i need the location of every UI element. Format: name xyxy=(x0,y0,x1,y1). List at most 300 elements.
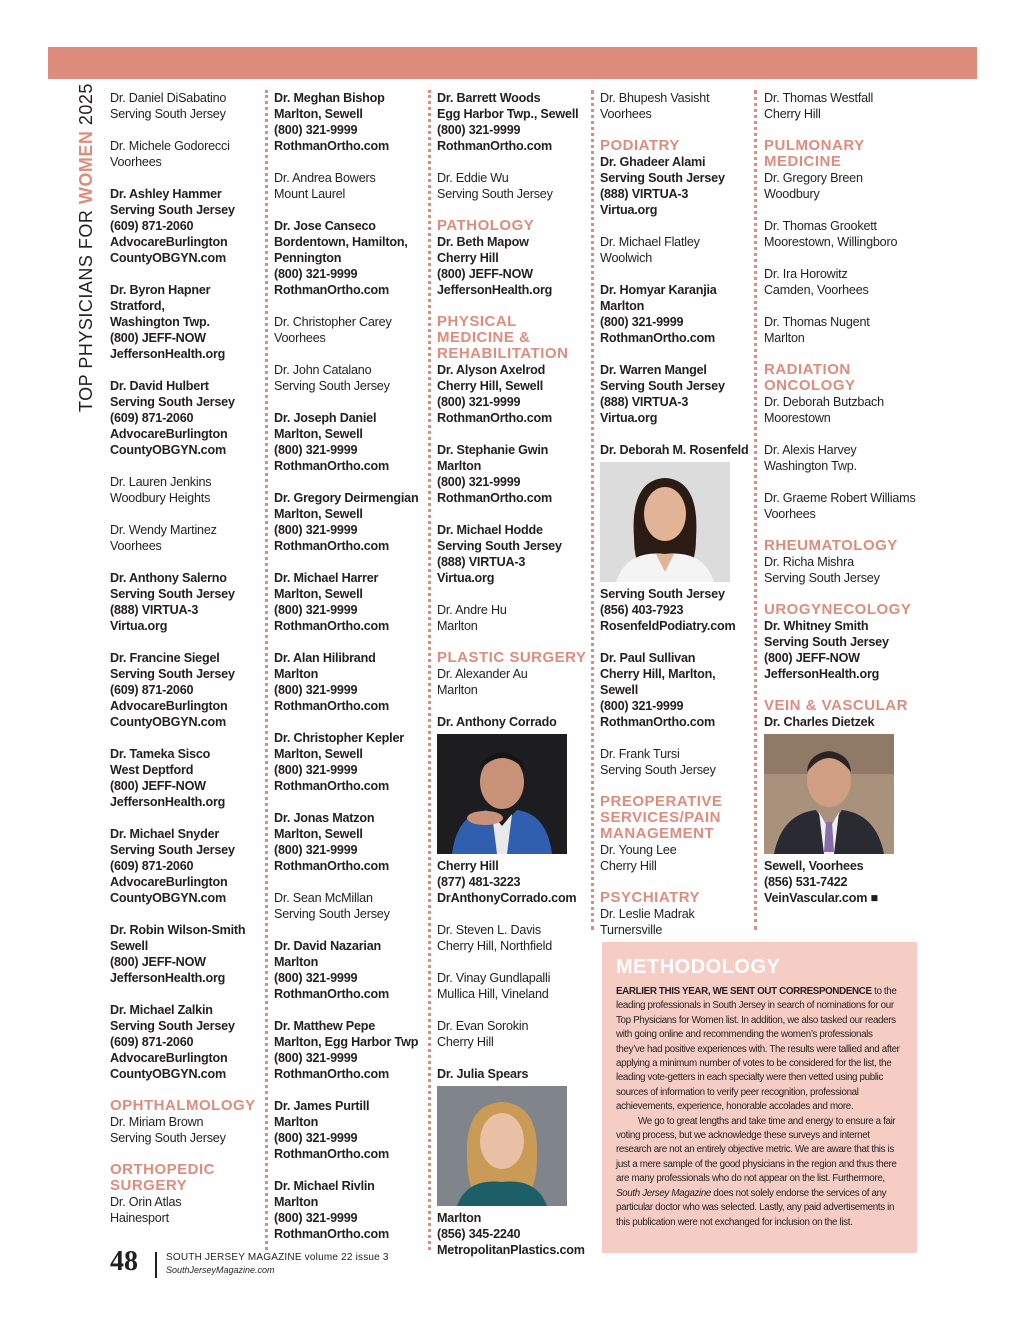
physician-entry xyxy=(764,618,924,682)
column-3 xyxy=(437,90,592,1274)
physician-detail: Marlton xyxy=(600,299,645,313)
physician-detail: (800) JEFF-NOW xyxy=(437,267,533,281)
physician-entry xyxy=(600,362,752,426)
column-1 xyxy=(110,90,262,1242)
physician-detail: Woodbury xyxy=(764,187,820,201)
section-heading: ORTHOPEDIC xyxy=(110,1161,216,1178)
physician-detail: Voorhees xyxy=(274,331,326,345)
physician-entry xyxy=(437,522,592,586)
physician-detail: Serving South Jersey xyxy=(110,203,235,217)
physician-name: Dr. Thomas Nugent xyxy=(764,315,870,329)
physician-entry xyxy=(437,234,592,298)
column-divider xyxy=(754,90,757,930)
physician-detail: Pennington xyxy=(274,251,342,265)
physician-name: Dr. Tameka Sisco xyxy=(110,747,211,761)
physician-detail: Serving South Jersey xyxy=(600,587,725,601)
methodology-text-2b: does not solely endorse the services of any particular doctor who was selected. Lastly, any paid advertisements in this publication were not exchanged for inclusion on the list. xyxy=(616,1187,895,1228)
physician-detail: Serving South Jersey xyxy=(764,571,880,585)
physician-detail: (609) 871-2060 xyxy=(110,219,194,233)
physician-name: Dr. Michael Flatley xyxy=(600,235,700,249)
physician-entry xyxy=(437,666,592,698)
physician-name: Dr. Alan Hilibrand xyxy=(274,651,376,665)
physician-detail: Marlton, Sewell xyxy=(274,107,363,121)
physician-detail: (800) 321-9999 xyxy=(274,123,358,137)
physician-detail: (856) 403-7923 xyxy=(600,603,684,617)
physician-name: Dr. Charles Dietzek xyxy=(764,715,875,729)
physician-detail: Camden, Voorhees xyxy=(764,283,869,297)
physician-name: Dr. Ghadeer Alami xyxy=(600,155,706,169)
physician-detail: Voorhees xyxy=(110,539,162,553)
physician-photo xyxy=(437,734,567,854)
physician-detail: Cherry Hill xyxy=(764,107,821,121)
physician-name: Dr. Gregory Deirmengian xyxy=(274,491,419,505)
physician-name: Dr. Evan Sorokin xyxy=(437,1019,529,1033)
physician-photo xyxy=(600,462,730,582)
physician-name: Dr. Wendy Martinez xyxy=(110,523,217,537)
physician-name: Dr. Francine Siegel xyxy=(110,651,220,665)
physician-detail: MetropolitanPlastics.com xyxy=(437,1243,585,1257)
physician-entry xyxy=(274,314,429,346)
physician-detail: Marlton, Sewell xyxy=(274,827,363,841)
physician-name: Dr. Michael Rivlin xyxy=(274,1179,375,1193)
physician-entry xyxy=(110,474,262,506)
physician-detail: Sewell xyxy=(600,683,639,697)
methodology-text-2a: We go to great lengths and take time and energy to ensure a fair voting process, but we acknowledge these surveys and internet research are not an entirely objective metric. We are aware that this is just a mere sample of the good physicians in the region and thus there are many professionals who do not appear on the list. Furthermore, xyxy=(616,1115,897,1185)
physician-detail: (609) 871-2060 xyxy=(110,411,194,425)
physician-detail: (800) 321-9999 xyxy=(274,267,358,281)
section-heading: VEIN & VASCULAR xyxy=(764,697,908,714)
physician-detail: Hainesport xyxy=(110,1211,169,1225)
physician-detail: Woodbury Heights xyxy=(110,491,211,505)
physician-detail: Cherry Hill xyxy=(437,251,499,265)
featured-physician xyxy=(437,1066,592,1258)
physician-entry xyxy=(764,170,924,202)
physician-name: Dr. Alexander Au xyxy=(437,667,528,681)
physician-detail: RothmanOrtho.com xyxy=(274,1067,390,1081)
physician-entry xyxy=(274,362,429,394)
physician-name: Dr. Gregory Breen xyxy=(764,171,863,185)
magazine-info: SOUTH JERSEY MAGAZINE volume 22 issue 3 xyxy=(166,1252,389,1263)
physician-detail: Serving South Jersey xyxy=(110,395,235,409)
physician-entry xyxy=(600,746,752,778)
physician-detail: RothmanOrtho.com xyxy=(600,331,716,345)
physician-name: Dr. Christopher Kepler xyxy=(274,731,404,745)
side-title-highlight: WOMEN xyxy=(76,130,96,205)
physician-detail: JeffersonHealth.org xyxy=(764,667,880,681)
header-bar xyxy=(48,47,977,79)
physician-detail: (800) 321-9999 xyxy=(437,475,521,489)
physician-name: Dr. Homyar Karanjia xyxy=(600,283,717,297)
physician-name: Dr. Paul Sullivan xyxy=(600,651,696,665)
physician-name: Dr. Andrea Bowers xyxy=(274,171,376,185)
physician-entry xyxy=(600,154,752,218)
physician-detail: (800) 321-9999 xyxy=(437,395,521,409)
methodology-paragraph-2 xyxy=(616,1115,903,1230)
physician-detail: Cherry Hill xyxy=(437,859,499,873)
physician-name: Dr. Robin Wilson-Smith xyxy=(110,923,246,937)
physician-detail: DrAnthonyCorrado.com xyxy=(437,891,577,905)
physician-name: Dr. Daniel DiSabatino xyxy=(110,91,227,105)
physician-entry xyxy=(437,922,592,954)
physician-name: Dr. Sean McMillan xyxy=(274,891,373,905)
physician-name: Dr. Barrett Woods xyxy=(437,91,541,105)
physician-detail: Serving South Jersey xyxy=(274,379,390,393)
physician-name: Dr. James Purtill xyxy=(274,1099,370,1113)
methodology-box xyxy=(602,942,917,1253)
physician-detail: Serving South Jersey xyxy=(110,107,226,121)
section-heading: PSYCHIATRY xyxy=(600,889,701,906)
section-heading: SURGERY xyxy=(110,1177,188,1194)
side-title-prefix: TOP PHYSICIANS FOR xyxy=(76,204,96,412)
featured-physician xyxy=(600,442,752,634)
physician-detail: Serving South Jersey xyxy=(110,667,235,681)
physician-entry xyxy=(110,826,262,906)
physician-name: Dr. Meghan Bishop xyxy=(274,91,385,105)
physician-name: Dr. Leslie Madrak xyxy=(600,907,695,921)
physician-entry xyxy=(437,90,592,154)
physician-detail: (800) 321-9999 xyxy=(274,1211,358,1225)
physician-entry xyxy=(437,442,592,506)
physician-entry xyxy=(437,970,592,1002)
physician-entry xyxy=(764,314,924,346)
section-heading: PREOPERATIVE xyxy=(600,793,723,810)
physician-detail: CountyOBGYN.com xyxy=(110,1067,226,1081)
physician-detail: Serving South Jersey xyxy=(764,635,889,649)
physician-name: Dr. Eddie Wu xyxy=(437,171,509,185)
physician-detail: Marlton, Sewell xyxy=(274,747,363,761)
physician-detail: Marlton xyxy=(274,955,319,969)
physician-entry xyxy=(274,90,429,154)
physician-detail: (856) 531-7422 xyxy=(764,875,848,889)
physician-name: Dr. Michele Godorecci xyxy=(110,139,230,153)
page-number: 48 xyxy=(110,1246,138,1277)
physician-detail: Marlton xyxy=(274,1195,319,1209)
physician-detail: RothmanOrtho.com xyxy=(274,619,390,633)
physician-name: Dr. Deborah M. Rosenfeld xyxy=(600,443,749,457)
physician-name: Dr. Alexis Harvey xyxy=(764,443,857,457)
column-2 xyxy=(274,90,429,1258)
physician-detail: AdvocareBurlington xyxy=(110,235,228,249)
physician-name: Dr. Jose Canseco xyxy=(274,219,376,233)
physician-entry xyxy=(274,650,429,714)
physician-detail: (800) JEFF-NOW xyxy=(110,331,206,345)
methodology-text-1: to the leading professionals in South Jersey in search of nominations for our Top Physicians for Women list. In addition, we also tasked our readers with going online and recommending the women’s professionals they’ve had positive experiences with. The results were tallied and after applying a minimum number of votes to be considered for the list, the leading vote-getters in each specialty were then vetted using public sources of information to verify peer recognition, professional achievements, experience, honorable accolades and more. xyxy=(616,986,900,1113)
physician-detail: Voorhees xyxy=(600,107,652,121)
physician-detail: Marlton xyxy=(437,459,482,473)
physician-detail: RothmanOrtho.com xyxy=(437,139,553,153)
physician-entry xyxy=(764,490,924,522)
physician-detail: (800) 321-9999 xyxy=(274,843,358,857)
physician-name: Dr. Young Lee xyxy=(600,843,677,857)
physician-entry xyxy=(110,282,262,362)
physician-detail: RothmanOrtho.com xyxy=(274,139,390,153)
methodology-lead: EARLIER THIS YEAR, WE SENT OUT CORRESPONDENCE xyxy=(616,986,872,997)
physician-name: Dr. David Nazarian xyxy=(274,939,381,953)
section-heading: PODIATRY xyxy=(600,137,680,154)
physician-detail: Virtua.org xyxy=(600,203,658,217)
physician-detail: Marlton, Sewell xyxy=(274,427,363,441)
physician-detail: RothmanOrtho.com xyxy=(274,459,390,473)
physician-detail: (800) JEFF-NOW xyxy=(110,955,206,969)
physician-name: Dr. Matthew Pepe xyxy=(274,1019,376,1033)
physician-detail: (888) VIRTUA-3 xyxy=(600,187,689,201)
physician-detail: RothmanOrtho.com xyxy=(274,283,390,297)
physician-detail: RothmanOrtho.com xyxy=(437,411,553,425)
physician-name: Dr. Bhupesh Vasisht xyxy=(600,91,710,105)
physician-detail: JeffersonHealth.org xyxy=(110,347,226,361)
physician-name: Dr. Byron Hapner xyxy=(110,283,211,297)
physician-detail: Marlton xyxy=(274,667,319,681)
physician-detail: Cherry Hill xyxy=(600,859,657,873)
physician-detail: Virtua.org xyxy=(600,411,658,425)
section-heading: UROGYNECOLOGY xyxy=(764,601,912,618)
physician-detail: Moorestown xyxy=(764,411,831,425)
physician-entry xyxy=(600,282,752,346)
physician-entry xyxy=(110,186,262,266)
physician-entry xyxy=(600,234,752,266)
physician-name: Dr. Vinay Gundlapalli xyxy=(437,971,551,985)
physician-detail: Cherry Hill, Northfield xyxy=(437,939,553,953)
physician-detail: Sewell, Voorhees xyxy=(764,859,864,873)
physician-name: Dr. Ira Horowitz xyxy=(764,267,848,281)
physician-name: Dr. Michael Snyder xyxy=(110,827,220,841)
featured-physician xyxy=(764,714,924,906)
physician-detail: CountyOBGYN.com xyxy=(110,715,226,729)
physician-name: Dr. Steven L. Davis xyxy=(437,923,541,937)
column-5 xyxy=(764,90,924,922)
physician-entry xyxy=(437,170,592,202)
physician-photo xyxy=(764,734,894,854)
physician-detail: (888) VIRTUA-3 xyxy=(600,395,689,409)
physician-entry xyxy=(274,410,429,474)
physician-detail: Serving South Jersey xyxy=(110,1019,235,1033)
physician-name: Dr. Whitney Smith xyxy=(764,619,869,633)
physician-entry xyxy=(274,1018,429,1082)
physician-entry xyxy=(110,1002,262,1082)
physician-detail: Serving South Jersey xyxy=(110,587,235,601)
physician-name: Dr. Ashley Hammer xyxy=(110,187,222,201)
physician-entry xyxy=(110,138,262,170)
physician-detail: AdvocareBurlington xyxy=(110,427,228,441)
physician-entry xyxy=(110,650,262,730)
physician-entry xyxy=(437,362,592,426)
physician-detail: (800) 321-9999 xyxy=(274,443,358,457)
physician-detail: Marlton xyxy=(764,331,805,345)
physician-detail: Serving South Jersey xyxy=(600,763,716,777)
section-heading: SERVICES/PAIN xyxy=(600,809,721,826)
physician-detail: RothmanOrtho.com xyxy=(274,1227,390,1241)
physician-detail: Turnersville xyxy=(600,923,663,937)
physician-entry xyxy=(110,90,262,122)
physician-detail: Cherry Hill, Marlton, xyxy=(600,667,716,681)
physician-detail: RothmanOrtho.com xyxy=(274,1147,390,1161)
physician-detail: RosenfeldPodiatry.com xyxy=(600,619,736,633)
physician-detail: (800) 321-9999 xyxy=(600,699,684,713)
section-heading: RADIATION xyxy=(764,361,851,378)
physician-detail: Voorhees xyxy=(764,507,816,521)
physician-photo xyxy=(437,1086,567,1206)
physician-entry xyxy=(274,890,429,922)
physician-entry xyxy=(600,906,752,938)
physician-entry xyxy=(274,1178,429,1242)
physician-detail: (800) 321-9999 xyxy=(274,603,358,617)
physician-entry xyxy=(274,218,429,298)
physician-name: Dr. Joseph Daniel xyxy=(274,411,377,425)
physician-detail: Sewell xyxy=(110,939,149,953)
physician-detail: RothmanOrtho.com xyxy=(274,779,390,793)
physician-detail: (800) 321-9999 xyxy=(274,971,358,985)
physician-detail: (800) JEFF-NOW xyxy=(764,651,860,665)
physician-entry xyxy=(274,170,429,202)
physician-name: Dr. Lauren Jenkins xyxy=(110,475,212,489)
physician-detail: Serving South Jersey xyxy=(437,187,553,201)
physician-entry xyxy=(764,90,924,122)
physician-name: Dr. Stephanie Gwin xyxy=(437,443,549,457)
physician-name: Dr. Thomas Westfall xyxy=(764,91,874,105)
section-heading: PLASTIC SURGERY xyxy=(437,649,587,666)
physician-detail: Marlton xyxy=(437,619,478,633)
physician-detail: Bordentown, Hamilton, xyxy=(274,235,408,249)
physician-detail: JeffersonHealth.org xyxy=(110,795,226,809)
physician-detail: AdvocareBurlington xyxy=(110,875,228,889)
physician-name: Dr. Frank Tursi xyxy=(600,747,680,761)
physician-name: Dr. Michael Harrer xyxy=(274,571,379,585)
physician-name: Dr. David Hulbert xyxy=(110,379,209,393)
physician-name: Dr. Andre Hu xyxy=(437,603,507,617)
physician-name: Dr. Alyson Axelrod xyxy=(437,363,546,377)
physician-detail: VeinVascular.com ■ xyxy=(764,891,878,905)
physician-detail: (609) 871-2060 xyxy=(110,683,194,697)
physician-detail: West Deptford xyxy=(110,763,194,777)
physician-detail: (800) JEFF-NOW xyxy=(110,779,206,793)
physician-entry xyxy=(110,570,262,634)
physician-detail: Marlton xyxy=(274,1115,319,1129)
physician-detail: (877) 481-3223 xyxy=(437,875,521,889)
physician-detail: Serving South Jersey xyxy=(274,907,390,921)
physician-detail: Marlton, Egg Harbor Twp xyxy=(274,1035,419,1049)
physician-entry xyxy=(764,394,924,426)
physician-detail: RothmanOrtho.com xyxy=(274,539,390,553)
methodology-title: METHODOLOGY xyxy=(616,956,781,978)
physician-detail: Marlton, Sewell xyxy=(274,507,363,521)
physician-detail: Moorestown, Willingboro xyxy=(764,235,898,249)
physician-name: Dr. John Catalano xyxy=(274,363,372,377)
physician-detail: (800) 321-9999 xyxy=(274,683,358,697)
physician-entry xyxy=(274,570,429,634)
physician-entry xyxy=(437,1018,592,1050)
physician-name: Dr. Orin Atlas xyxy=(110,1195,182,1209)
physician-entry xyxy=(600,650,752,730)
physician-detail: RothmanOrtho.com xyxy=(600,715,716,729)
physician-detail: RothmanOrtho.com xyxy=(274,987,390,1001)
section-heading: MANAGEMENT xyxy=(600,825,715,842)
physician-detail: Stratford, xyxy=(110,299,165,313)
physician-detail: RothmanOrtho.com xyxy=(437,491,553,505)
physician-detail: CountyOBGYN.com xyxy=(110,251,226,265)
physician-detail: Voorhees xyxy=(110,155,162,169)
physician-detail: JeffersonHealth.org xyxy=(437,283,553,297)
physician-detail: RothmanOrtho.com xyxy=(274,699,390,713)
methodology-paragraph-1 xyxy=(616,985,903,1115)
physician-detail: Serving South Jersey xyxy=(110,1131,226,1145)
physician-detail: Mount Laurel xyxy=(274,187,346,201)
physician-entry xyxy=(274,938,429,1002)
physician-detail: Cherry Hill xyxy=(437,1035,494,1049)
physician-detail: Serving South Jersey xyxy=(600,379,725,393)
physician-entry xyxy=(600,90,752,122)
physician-entry xyxy=(110,1194,262,1226)
column-divider xyxy=(265,90,268,1250)
section-heading: MEDICINE xyxy=(764,153,842,170)
physician-detail: CountyOBGYN.com xyxy=(110,891,226,905)
section-heading: PULMONARY xyxy=(764,137,865,154)
physician-detail: Woolwich xyxy=(600,251,653,265)
physician-detail: (888) VIRTUA-3 xyxy=(437,555,526,569)
physician-entry xyxy=(274,490,429,554)
physician-detail: Serving South Jersey xyxy=(600,171,725,185)
physician-detail: Egg Harbor Twp., Sewell xyxy=(437,107,579,121)
physician-detail: (800) 321-9999 xyxy=(274,763,358,777)
section-heading: RHEUMATOLOGY xyxy=(764,537,898,554)
physician-name: Dr. Warren Mangel xyxy=(600,363,707,377)
physician-name: Dr. Deborah Butzbach xyxy=(764,395,884,409)
physician-entry xyxy=(600,842,752,874)
physician-detail: AdvocareBurlington xyxy=(110,699,228,713)
physician-detail: Marlton xyxy=(437,683,478,697)
physician-detail: Washington Twp. xyxy=(110,315,210,329)
physician-name: Dr. Anthony Salerno xyxy=(110,571,227,585)
physician-detail: (800) 321-9999 xyxy=(274,523,358,537)
physician-name: Dr. Anthony Corrado xyxy=(437,715,557,729)
physician-detail: Marlton xyxy=(437,1211,482,1225)
physician-name: Dr. Miriam Brown xyxy=(110,1115,204,1129)
physician-detail: CountyOBGYN.com xyxy=(110,443,226,457)
physician-name: Dr. Jonas Matzon xyxy=(274,811,375,825)
physician-name: Dr. Julia Spears xyxy=(437,1067,529,1081)
section-heading: REHABILITATION xyxy=(437,345,569,362)
physician-detail: AdvocareBurlington xyxy=(110,1051,228,1065)
section-heading: PATHOLOGY xyxy=(437,217,535,234)
physician-detail: (888) VIRTUA-3 xyxy=(110,603,199,617)
physician-name: Dr. Richa Mishra xyxy=(764,555,854,569)
physician-entry xyxy=(110,746,262,810)
physician-entry xyxy=(110,378,262,458)
physician-entry xyxy=(764,266,924,298)
physician-name: Dr. Beth Mapow xyxy=(437,235,529,249)
physician-entry xyxy=(764,442,924,474)
physician-name: Dr. Graeme Robert Williams xyxy=(764,491,916,505)
physician-entry xyxy=(274,1098,429,1162)
section-heading: OPHTHALMOLOGY xyxy=(110,1097,256,1114)
physician-detail: (800) 321-9999 xyxy=(437,123,521,137)
physician-detail: (800) 321-9999 xyxy=(274,1051,358,1065)
side-title xyxy=(76,83,97,412)
physician-detail: Virtua.org xyxy=(437,571,495,585)
physician-entry xyxy=(437,602,592,634)
physician-entry xyxy=(274,810,429,874)
physician-detail: Washington Twp. xyxy=(764,459,857,473)
methodology-magazine-name: South Jersey Magazine xyxy=(616,1187,712,1199)
magazine-website: SouthJerseyMagazine.com xyxy=(166,1265,275,1275)
column-4 xyxy=(600,90,752,954)
physician-detail: (856) 345-2240 xyxy=(437,1227,521,1241)
section-heading: PHYSICAL xyxy=(437,313,517,330)
physician-detail: JeffersonHealth.org xyxy=(110,971,226,985)
physician-detail: Cherry Hill, Sewell xyxy=(437,379,544,393)
physician-name: Dr. Michael Zalkin xyxy=(110,1003,213,1017)
featured-physician xyxy=(437,714,592,906)
physician-detail: Virtua.org xyxy=(110,619,168,633)
